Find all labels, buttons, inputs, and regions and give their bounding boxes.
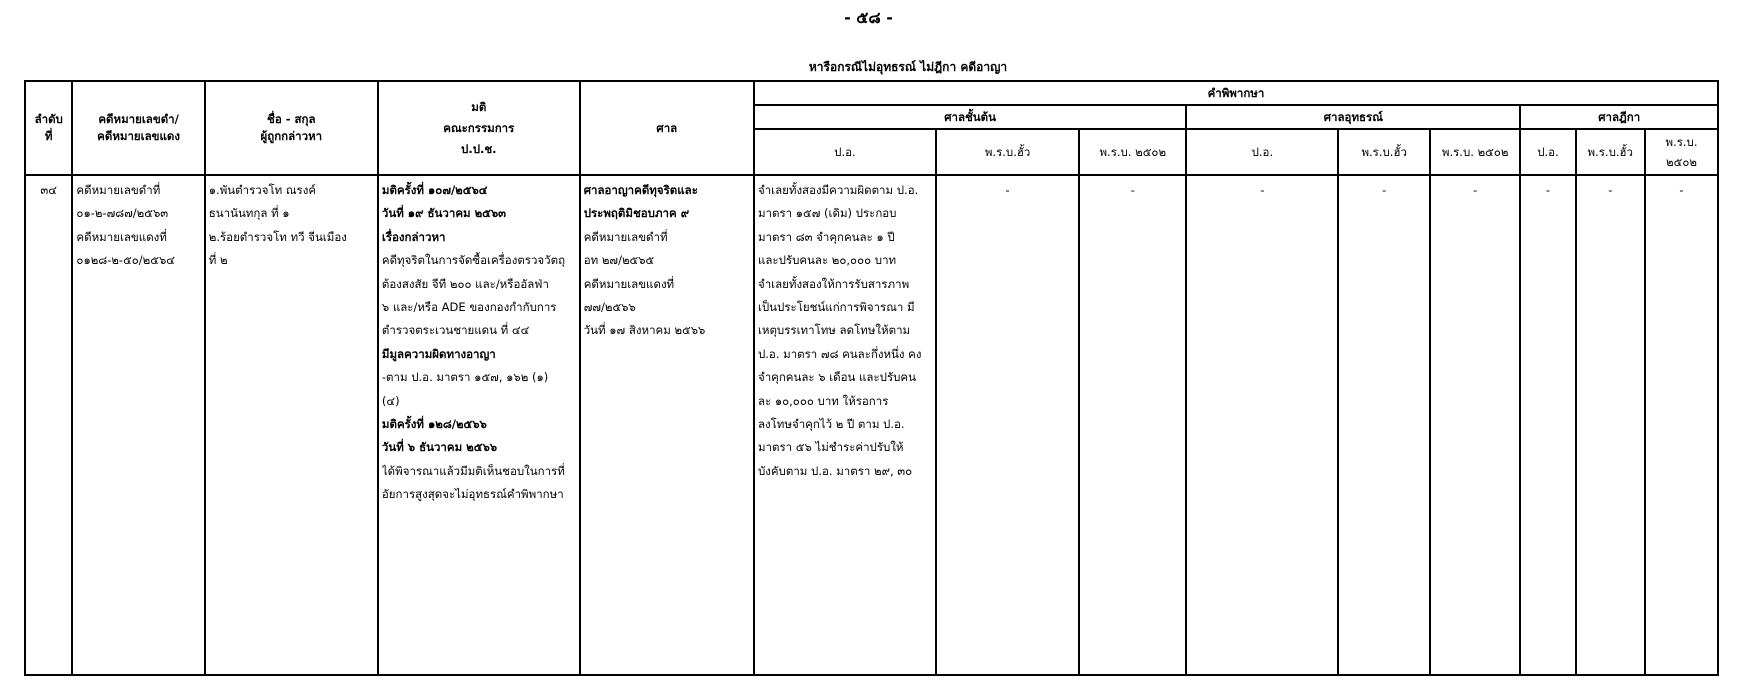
text-line: คดีหมายเลขดำที่ — [583, 229, 668, 244]
text-line: เป็นประโยชน์แก่การพิจารณา มี — [757, 300, 915, 315]
text-line: (๔) — [381, 393, 400, 408]
text-line: ลงโทษจำคุกไว้ ๒ ปี ตาม ป.อ. — [757, 417, 905, 432]
cell-first-instance-pro-2502: - — [1079, 175, 1186, 675]
text-line: จำคุกคนละ ๖ เดือน และปรับคน — [757, 370, 916, 385]
cell-order: ๓๔ — [25, 175, 72, 675]
cell-court — [580, 175, 754, 675]
text-line: คดีทุจริตในการจัดซื้อเครื่องตรวจวัตถุ — [381, 253, 566, 268]
text-line: บังคับตาม ป.อ. มาตรา ๒๙, ๓๐ — [757, 463, 913, 478]
text-line: อัยการสูงสุดจะไม่อุทธรณ์คำพิพากษา — [381, 487, 564, 502]
text-line: อท ๒๗/๒๕๖๕ — [583, 253, 655, 268]
text-line: วันที่ ๑๗ สิงหาคม ๒๕๖๖ — [583, 323, 706, 338]
text-line: เรื่องกล่าวหา — [381, 229, 446, 244]
header-appeal: ศาลอุทธรณ์ — [1186, 105, 1520, 129]
case-table — [24, 80, 1719, 676]
text-line: ๖ และ/หรือ ADE ของกองกำกับการ — [381, 300, 557, 315]
header-resolution: มติ คณะกรรมการ ป.ป.ช. — [378, 81, 580, 175]
header-appeal-po: ป.อ. — [1186, 129, 1338, 175]
text-line: มติครั้งที่ ๑๒๘/๒๕๖๖ — [381, 417, 487, 432]
header-appeal-pro-old: พ.ร.บ.ฮั้ว — [1338, 129, 1430, 175]
text-line: จำเลยทั้งสองมีความผิดตาม ป.อ. — [757, 183, 919, 197]
header-supreme-pro-old: พ.ร.บ.ฮั้ว — [1576, 129, 1645, 175]
text-line: และปรับคนละ ๒๐,๐๐๐ บาท — [757, 253, 897, 268]
header-accused: ชื่อ - สกุล ผู้ถูกกล่าวหา — [205, 81, 378, 175]
text-line: ป.อ. มาตรา ๗๘ คนละกึ่งหนึ่ง คง — [757, 346, 922, 361]
text-line: มีมูลความผิดทางอาญา — [381, 346, 496, 361]
text-line: ได้พิจารณาแล้วมีมติเห็นชอบในการที่ — [381, 463, 565, 478]
table-caption: หารือกรณีไม่อุทธรณ์ ไม่ฎีกา คดีอาญา — [808, 60, 1008, 74]
cell-first-instance-po — [754, 175, 936, 675]
text-line: มาตรา ๘๓ จำคุกคนละ ๑ ปี — [757, 229, 895, 244]
text-line: ตำรวจตระเวนชายแดน ที่ ๔๔ — [381, 323, 530, 338]
text-line: มติครั้งที่ ๑๐๗/๒๕๖๔ — [381, 183, 488, 197]
header-first-instance-po: ป.อ. — [754, 129, 936, 175]
header-first-instance-pro-2502: พ.ร.บ. ๒๕๐๒ — [1079, 129, 1186, 175]
header-supreme: ศาลฎีกา — [1520, 105, 1718, 129]
header-first-instance: ศาลชั้นต้น — [754, 105, 1186, 129]
header-court: ศาล — [580, 81, 754, 175]
header-appeal-pro-2502: พ.ร.บ. ๒๕๐๒ — [1430, 129, 1520, 175]
cell-first-instance-pro-old: - — [936, 175, 1079, 675]
header-supreme-pro-2502: พ.ร.บ. ๒๕๐๒ — [1645, 129, 1718, 175]
header-judgment: คำพิพากษา — [754, 81, 1718, 105]
page-number: - ๕๘ - — [844, 8, 893, 27]
cell-accused: ๑.พันตำรวจโท ณรงค์ ธนานันทกุล ที่ ๑ ๒.ร้อยตำรวจโท ทวี จีนเมือง ที่ ๒ — [205, 175, 378, 675]
text-line: มาตรา ๑๕๗ (เดิม) ประกอบ — [757, 206, 897, 221]
text-line: จำเลยทั้งสองให้การรับสารภาพ — [757, 276, 910, 291]
text-line: ต้องสงสัย จีที ๒๐๐ และ/หรืออัลฟ่า — [381, 276, 549, 291]
header-supreme-po: ป.อ. — [1520, 129, 1575, 175]
text-line: ละ ๑๐,๐๐๐ บาท ให้รอการ — [757, 393, 889, 408]
text-line: ศาลอาญาคดีทุจริตและ — [583, 183, 698, 197]
text-line: ๗๗/๒๕๖๖ — [583, 300, 636, 315]
text-line: คดีหมายเลขแดงที่ — [583, 276, 675, 291]
cell-supreme-po: - — [1520, 175, 1575, 675]
cell-appeal-pro-2502: - — [1430, 175, 1520, 675]
text-line: -ตาม ป.อ. มาตรา ๑๕๗, ๑๖๒ (๑) — [381, 370, 549, 385]
header-order: ลำดับ ที่ — [25, 81, 72, 175]
text-line: มาตรา ๕๖ ไม่ชำระค่าปรับให้ — [757, 440, 904, 455]
text-line: ประพฤติมิชอบภาค ๙ — [583, 206, 690, 221]
cell-appeal-po: - — [1186, 175, 1338, 675]
cell-resolution — [378, 175, 580, 675]
table-row — [25, 175, 1718, 675]
header-first-instance-pro-old: พ.ร.บ.ฮั้ว — [936, 129, 1079, 175]
cell-appeal-pro-old: - — [1338, 175, 1430, 675]
text-line: เหตุบรรเทาโทษ ลดโทษให้ตาม — [757, 323, 911, 338]
header-case-numbers: คดีหมายเลขดำ/ คดีหมายเลขแดง — [72, 81, 204, 175]
cell-case-numbers: คดีหมายเลขดำที่ ๐๑-๒-๗๘๗/๒๕๖๓ คดีหมายเลขแดงที่ ๐๑๒๘-๒-๕๐/๒๕๖๔ — [72, 175, 204, 675]
text-line: วันที่ ๖ ธันวาคม ๒๕๖๖ — [381, 440, 498, 455]
text-line: วันที่ ๑๙ ธันวาคม ๒๕๖๓ — [381, 206, 507, 221]
cell-supreme-pro-old: - — [1576, 175, 1645, 675]
cell-supreme-pro-2502: - — [1645, 175, 1718, 675]
